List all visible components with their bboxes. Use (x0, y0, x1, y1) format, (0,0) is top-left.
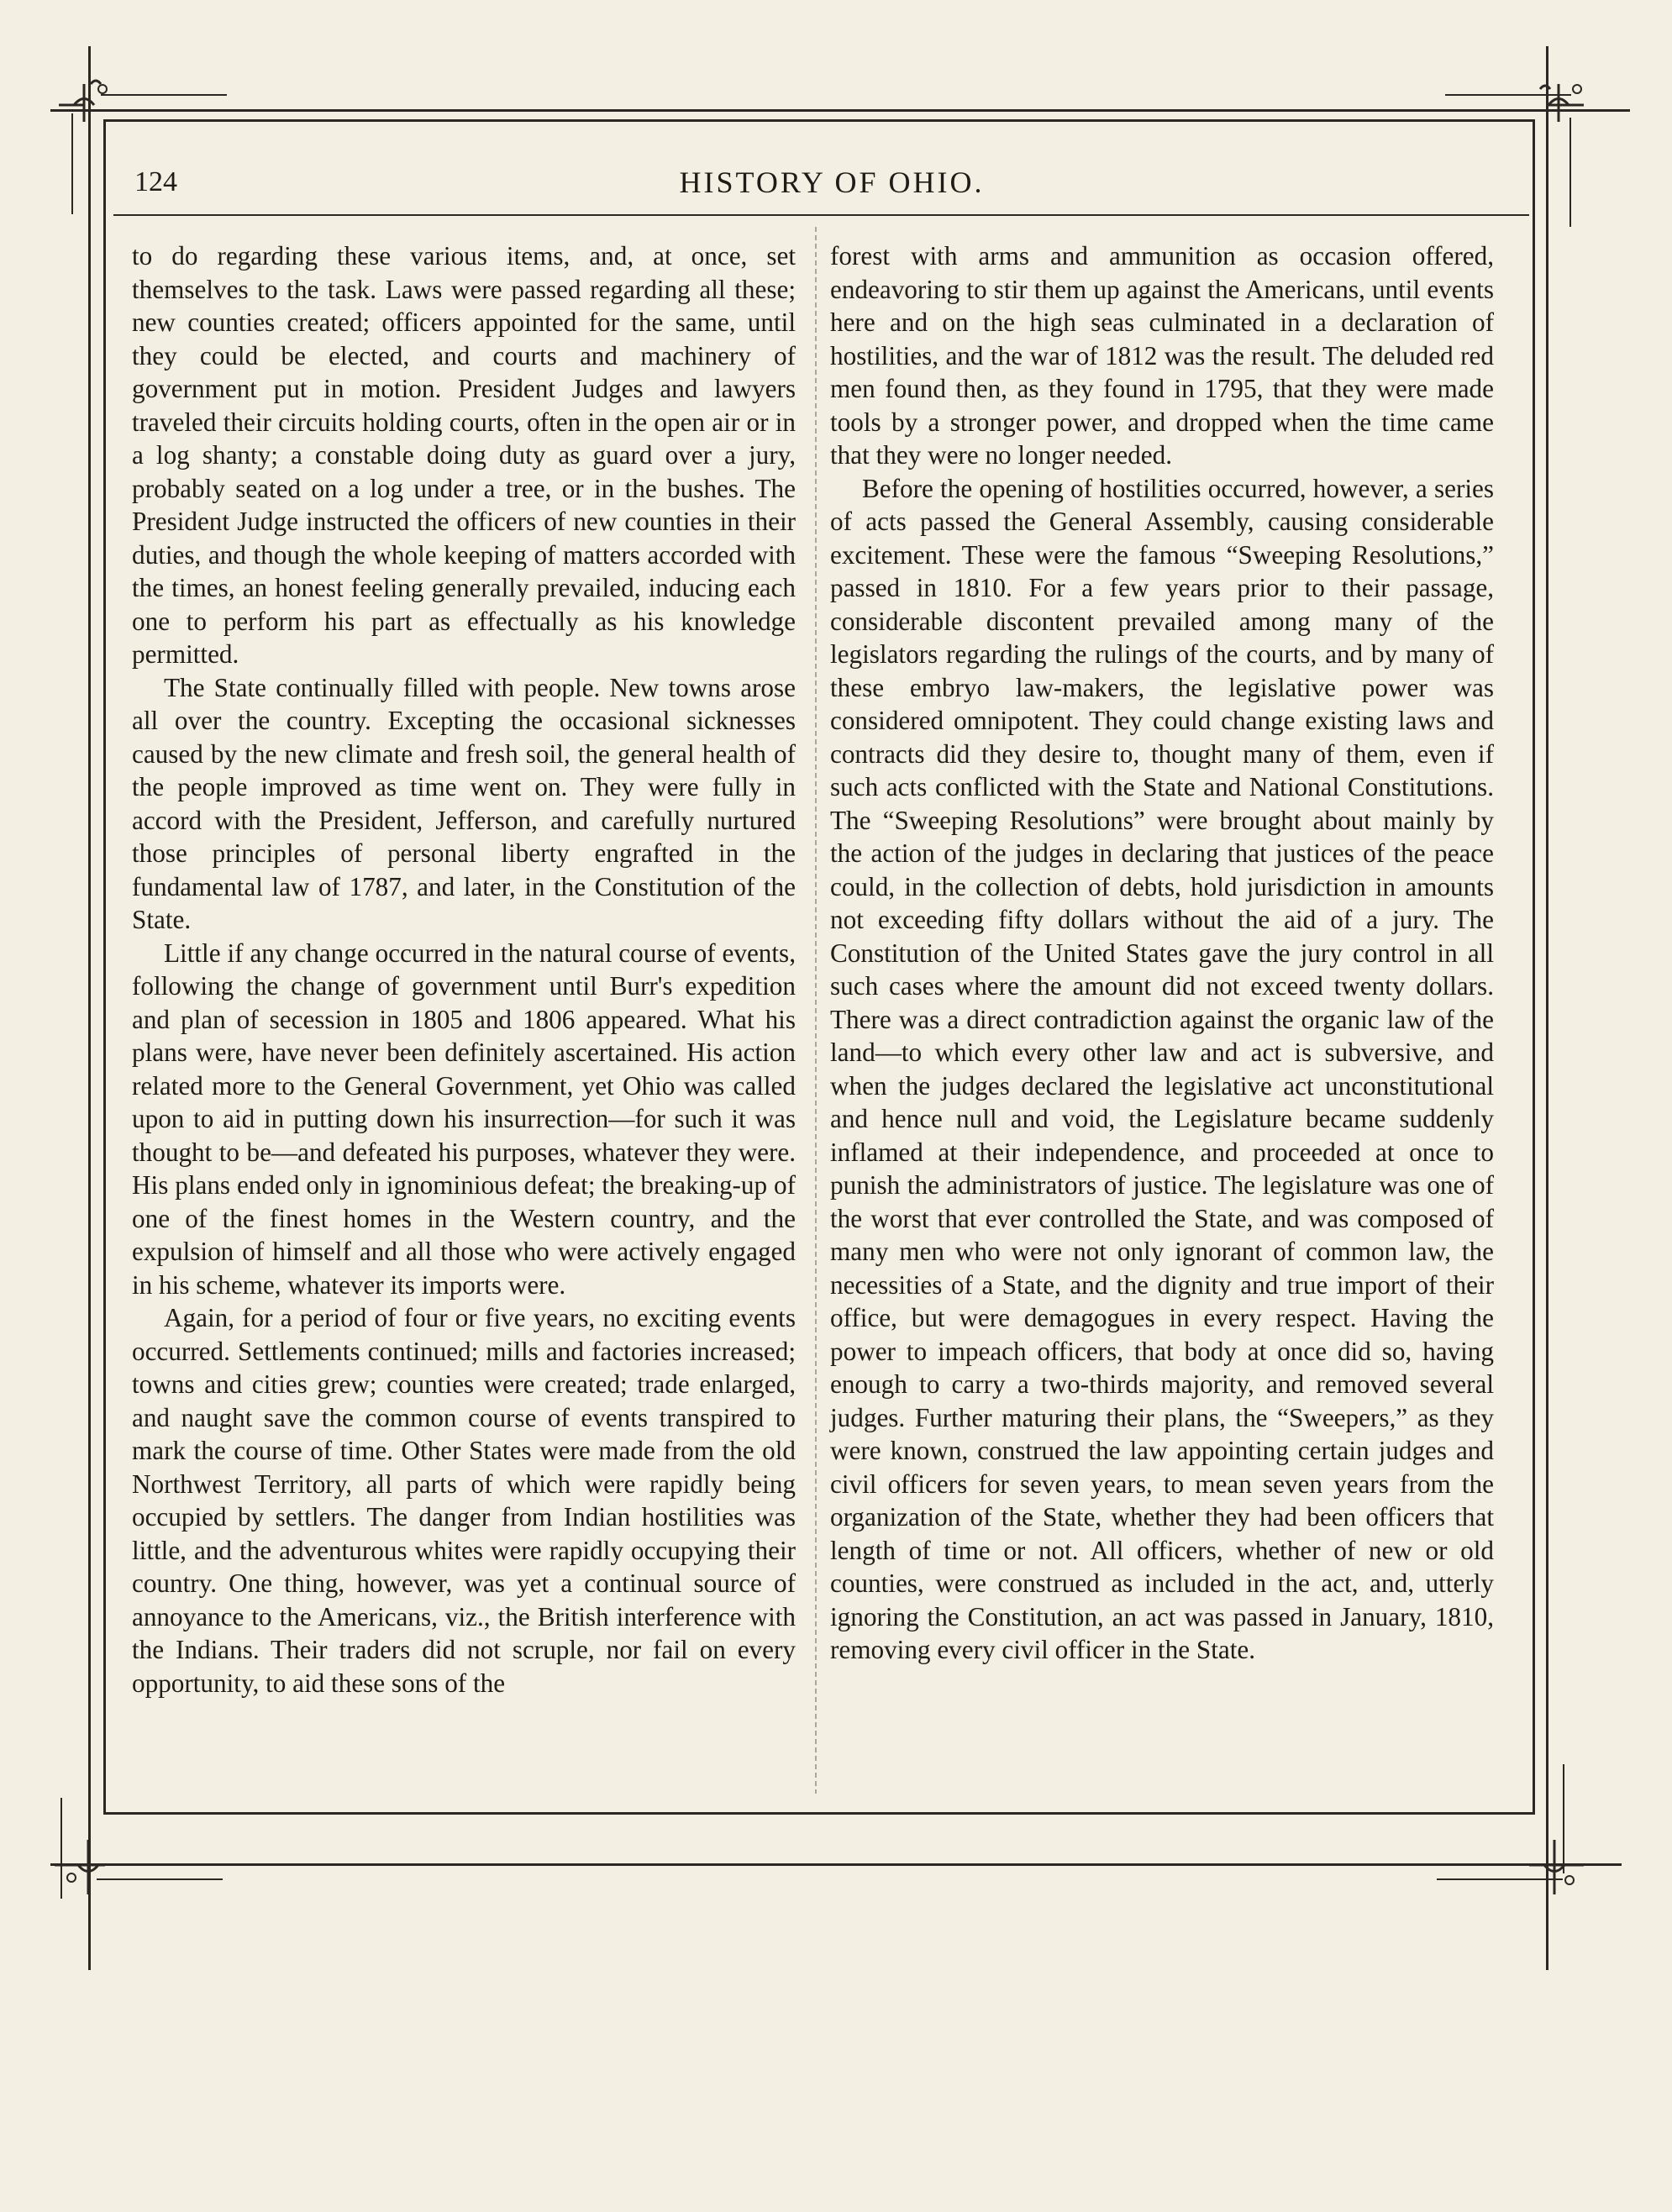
corner-ornament-bottom-right (1521, 1831, 1588, 1899)
paragraph: Again, for a period of four or five years, no exciting events occurred. Settlements continued; mills and factories increased; towns and cities grew; counties were created; trade enlarged, and naught save the common course of events transpired to mark the course of time. Other States were made from the old Northwest Territory, all parts of which were rapidly being occupied by settlers. The danger from Indian hostilities was little, and the adventurous whites were rapidly occupying their country. One thing, however, was yet a continual source of annoyance to the Americans, viz., the British interference with the Indians. Their traders did not scruple, nor fail on every opportunity, to aid these sons of the (132, 1303, 796, 1698)
paragraph: Before the opening of hostilities occurred, however, a series of acts passed the General Assembly, causing considerable excitement. These were the famous “Sweeping Resolutions,” passed in 1810. For a few years prior to their passage, considerable discontent prevailed among many of the legislators regarding the rulings of the courts, and by many of these embryo law-makers, the legislative power was considered omnipotent. They could change existing laws and contracts did they desire to, thought many of them, even if such acts conflicted with the State and National Constitutions. The “Sweeping Resolutions” were brought about mainly by the action of the judges in declaring that justices of the peace could, in the collection of debts, hold jurisdiction in amounts not exceeding fifty dollars without the aid of a jury. The Constitution of the United States gave the jury control in all such cases where the amount did not exceed twenty dollars. There was a direct contradiction against the organic law of the land—to which every other law and act is subversive, and when the judges declared the legislative act unconstitutional and hence null and void, the Legislature became suddenly inflamed at their independence, and proceeded at once to punish the administrators of justice. The legislature was one of the worst that ever controlled the State, and was composed of many men who were not only ignorant of common law, the necessities of a State, and the dignity and true import of their office, but were demagogues in every respect. Having the power to impeach officers, that body at once did so, having enough to carry a two-thirds majority, and removed several judges. Further maturing their plans, the “Sweepers,” as they were known, construed the law appointing certain judges and civil officers for seven years, to mean seven years from the organization of the State, whether they had been officers that length of time or not. All officers, whether of new or old counties, were construed as included in the act, and, utterly ignoring the Constitution, an act was passed in January, 1810, removing every civil officer in the State. (830, 473, 1494, 1664)
paragraph: forest with arms and ammunition as occasion offered, endeavoring to stir them up against the Americans, until events here and on the high seas culminated in a declaration of hostilities, and the war of 1812 was the result. The deluded red men found then, as they found in 1795, that they were made tools by a stronger power, and dropped when the time came that they were no longer needed. (830, 241, 1494, 470)
corner-ornament-top-right (1525, 59, 1592, 126)
border-top-rule-2 (101, 94, 227, 96)
paragraph: Little if any change occurred in the natural course of events, following the change of government until Burr's expedition and plan of secession in 1805 and 1806 appeared. What his plans were, have never been definitely ascertained. His action related more to the General Government, yet Ohio was called upon to aid in putting down his insurrection—for such it was thought to be—and defeated his purposes, whatever they were. His plans ended only in ignominious defeat; the breaking-up of one of the finest homes in the Western country, and the expulsion of himself and all those who were actively engaged in his scheme, whatever its imports were. (132, 938, 796, 1300)
corner-ornament-top-left (50, 59, 118, 126)
corner-ornament-bottom-left (46, 1831, 113, 1899)
border-left-rule-2 (71, 113, 73, 214)
column-divider (815, 227, 817, 1794)
border-bottom-rule-2 (97, 1878, 223, 1880)
paragraph: to do regarding these various items, and, at once, set themselves to the task. Laws were passed regarding all these; new counties created; officers appointed for the same, until they could be elected, and courts and machinery of government put in motion. President Judges and lawyers traveled their circuits holding courts, often in the open air or in a log shanty; a constable doing duty as guard over a jury, probably seated on a log under a tree, or in the bushes. The President Judge instructed the officers of new counties in their duties, and though the whole keeping of matters accorded with the times, an honest feeling generally prevailed, inducing each one to perform his part as effectually as his knowledge permitted. (132, 241, 796, 669)
running-head: HISTORY OF OHIO. (679, 166, 985, 199)
page-number: 124 (134, 166, 177, 197)
paragraph: The State continually filled with people. New towns arose all over the country. Excepting the occasional sicknesses caused by the new climate and fresh soil, the general health of the people improved as time went on. They were fully in accord with the President, Jefferson, and carefully nurtured those principles of personal liberty engrafted in the fundamental law of 1787, and later, in the Constitution of the State. (132, 672, 796, 934)
border-left-rule (88, 46, 91, 1970)
header-rule (113, 214, 1529, 216)
border-right-rule-2 (1569, 118, 1571, 227)
border-bottom-rule (50, 1863, 1622, 1866)
page-header (134, 160, 1529, 212)
border-top-rule (50, 109, 1630, 112)
left-column (132, 239, 796, 1700)
border-right-rule (1546, 46, 1548, 1970)
right-column (830, 239, 1494, 1667)
